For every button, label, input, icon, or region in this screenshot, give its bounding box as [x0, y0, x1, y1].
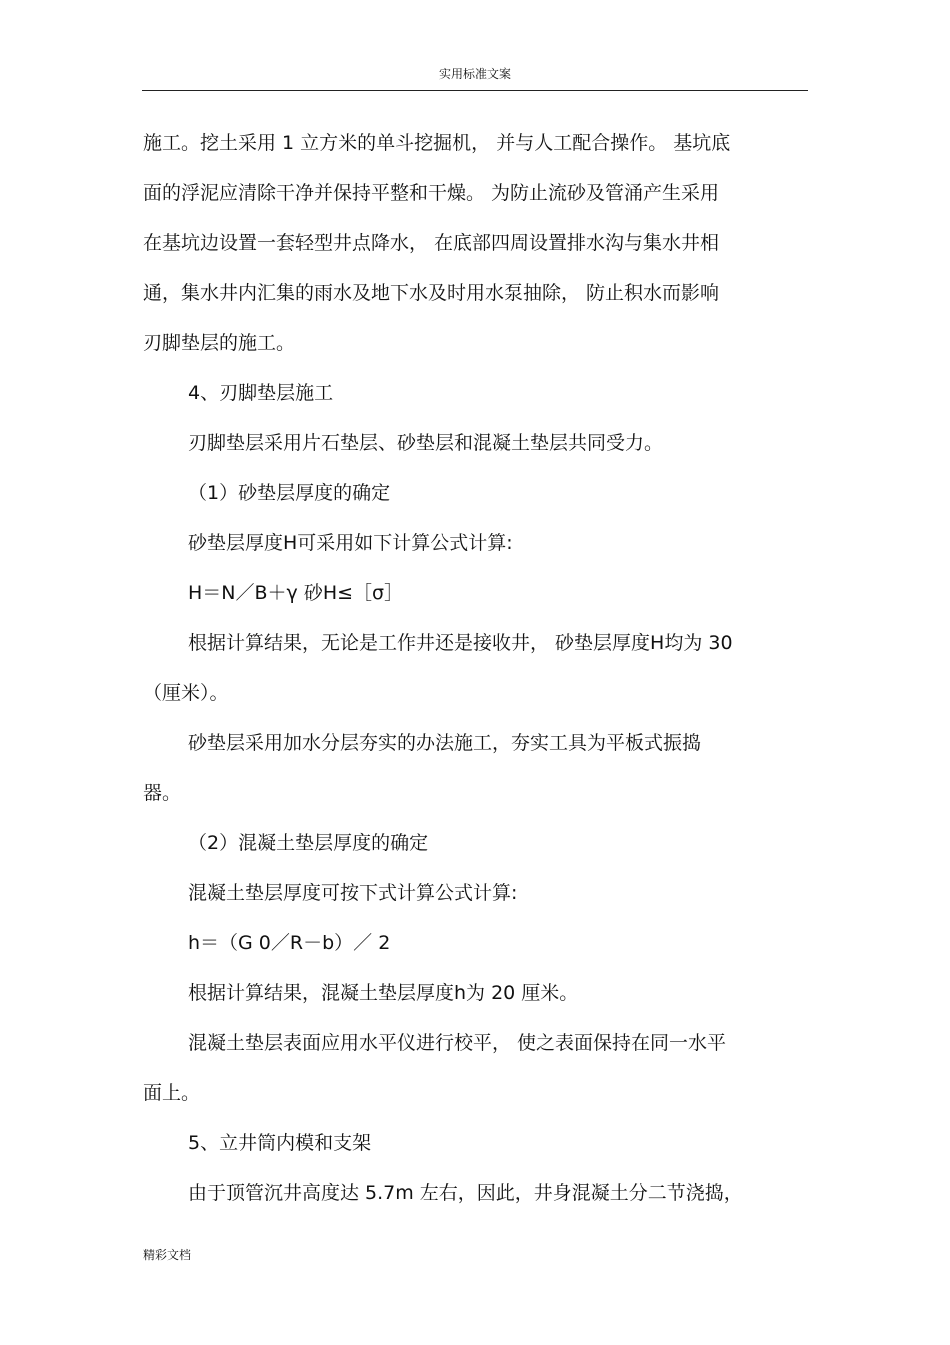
section-heading: 4、刃脚垫层施工: [188, 382, 334, 404]
text-line: 刃脚垫层采用片石垫层、砂垫层和混凝土垫层共同受力。: [188, 432, 664, 454]
text-line: 根据计算结果，混凝土垫层厚度h为 20 厘米。: [188, 982, 579, 1004]
text-line: 刃脚垫层的施工。: [143, 332, 296, 354]
text-line: 砂垫层厚度H可采用如下计算公式计算:: [188, 532, 513, 554]
text-line: （厘米）。: [143, 682, 229, 704]
text-line: 器。: [143, 782, 182, 804]
header-rule: [142, 90, 808, 91]
text-line: 在基坑边设置一套轻型井点降水， 在底部四周设置排水沟与集水井相: [143, 232, 720, 254]
text-line: 面上。: [143, 1082, 201, 1104]
text-line: 混凝土垫层表面应用水平仪进行校平， 使之表面保持在同一水平: [188, 1032, 727, 1054]
text-line: 砂垫层采用加水分层夯实的办法施工，夯实工具为平板式振捣: [188, 732, 702, 754]
subsection-heading: （1）砂垫层厚度的确定: [188, 482, 391, 504]
text-line: 根据计算结果，无论是工作井还是接收井， 砂垫层厚度H均为 30: [188, 632, 733, 654]
text-line: 施工。挖土采用 1 立方米的单斗挖掘机， 并与人工配合操作。 基坑底: [143, 132, 731, 154]
formula-line: h＝（G 0／R－b）／ 2: [188, 932, 391, 954]
subsection-heading: （2）混凝土垫层厚度的确定: [188, 832, 429, 854]
section-heading: 5、立井筒内模和支架: [188, 1132, 372, 1154]
page-footer: 精彩文档: [143, 1248, 192, 1262]
text-line: 面的浮泥应清除干净并保持平整和干燥。 为防止流砂及管涌产生采用: [143, 182, 720, 204]
text-line: 由于顶管沉井高度达 5.7m 左右，因此，井身混凝土分二节浇捣，: [188, 1182, 743, 1204]
page-header: 实用标准文案: [438, 67, 511, 81]
text-line: 通，集水井内汇集的雨水及地下水及时用水泵抽除， 防止积水而影响: [143, 282, 720, 304]
formula-line: H＝N／B＋γ 砂H≤［σ］: [188, 582, 404, 604]
text-line: 混凝土垫层厚度可按下式计算公式计算:: [188, 882, 518, 904]
